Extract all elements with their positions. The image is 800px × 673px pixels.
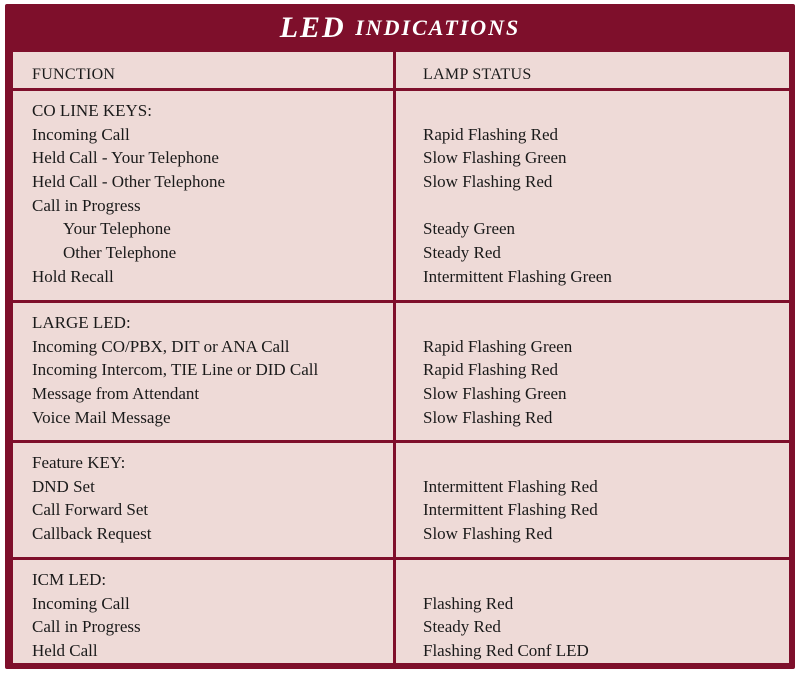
page-title [5,4,795,52]
function-cell: DND Set [32,476,95,496]
section-heading: CO LINE KEYS: [32,101,152,120]
function-cell: Hold Recall [32,266,114,286]
section-heading: LARGE LED: [32,313,131,332]
led-indications-panel [5,4,795,669]
function-cell: Message from Attendant [32,384,200,404]
section-large-led [13,303,789,443]
section-co-line-keys [13,91,789,303]
status-cell: Slow Flashing Green [423,148,567,168]
section-heading: Feature KEY: [32,453,126,472]
status-cell: Steady Red [423,243,501,263]
status-cell: Slow Flashing Green [423,384,567,404]
column-header-lamp-status: LAMP STATUS [423,66,532,83]
status-cell: Intermittent Flashing Red [423,476,598,496]
status-cell: Rapid Flashing Green [423,336,573,356]
status-cell: Slow Flashing Red [423,172,553,192]
section-feature-key [13,443,789,560]
function-cell: Voice Mail Message [32,407,171,427]
status-cell: Flashing Red Conf LED [423,641,589,661]
title-secondary: INDICATIONS [355,15,521,40]
status-cell: Flashing Red [423,593,514,613]
status-cell: Steady Green [423,219,516,239]
function-cell: Held Call [32,641,98,661]
function-cell: Callback Request [32,524,152,544]
status-cell: Slow Flashing Red [423,407,553,427]
section-heading: ICM LED: [32,570,107,589]
function-cell: Call Forward Set [32,500,149,520]
status-cell: Rapid Flashing Red [423,124,559,144]
function-cell: Held Call - Other Telephone [32,172,225,192]
function-cell: Call in Progress [32,617,141,637]
function-cell: Incoming Call [32,124,130,144]
status-cell: Slow Flashing Red [423,524,553,544]
function-cell: Incoming Intercom, TIE Line or DID Call [32,360,319,380]
function-cell: Your Telephone [63,219,171,239]
table-header-row [13,52,789,91]
section-icm-led [13,560,789,663]
function-cell: Incoming Call [32,593,130,613]
function-cell: Incoming CO/PBX, DIT or ANA Call [32,336,290,356]
status-cell: Intermittent Flashing Red [423,500,598,520]
title-main: LED [279,11,346,44]
column-header-function: FUNCTION [32,66,116,83]
status-cell: Intermittent Flashing Green [423,266,612,286]
status-cell [423,194,789,218]
led-indications-table [13,52,789,663]
function-cell: Other Telephone [63,243,177,263]
status-cell: Steady Red [423,617,501,637]
status-cell: Rapid Flashing Red [423,360,559,380]
function-cell: Held Call - Your Telephone [32,148,219,168]
function-cell: Call in Progress [32,195,141,215]
